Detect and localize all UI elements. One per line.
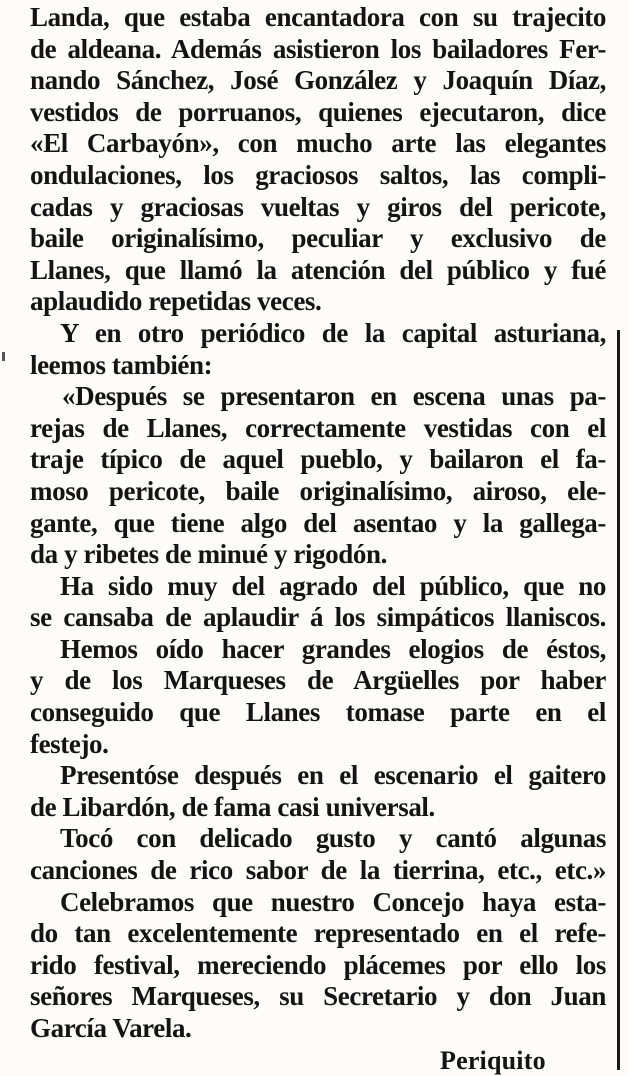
text-line: baile originalísimo, peculiar y exclusivo de	[30, 223, 606, 254]
text-line: «El Carbayón», con mucho arte las elegantes	[30, 128, 606, 159]
text-line: do tan excelentemente representado en el refe-	[30, 918, 606, 949]
text-line: conseguido que Llanes tomase parte en el	[30, 697, 606, 728]
text-line: ondulaciones, los graciosos saltos, las compli-	[30, 159, 606, 190]
text-line: y de los Marqueses de Argüelles por haber	[30, 665, 606, 696]
text-line: García Varela.	[30, 1013, 192, 1043]
text-line: Landa, que estaba encantadora con su trajecito	[30, 2, 606, 32]
text-line: traje típico de aquel pueblo, y bailaron el fa-	[30, 444, 606, 475]
margin-mark	[2, 352, 5, 361]
text-line: Ha sido muy del agrado del público, que no	[60, 570, 606, 601]
text-line: canciones de rico sabor de la tierrina, etc., etc.»	[30, 855, 606, 886]
text-line: Llanes, que llamó la atención del público y fué	[30, 254, 606, 285]
text-line: señores Marqueses, su Secretario y don Juan	[30, 981, 606, 1012]
text-line: vestidos de porruanos, quienes ejecutaron, dice	[30, 96, 606, 127]
text-line: moso pericote, baile originalísimo, airoso, ele-	[30, 475, 606, 506]
article-column	[30, 2, 606, 1045]
text-line: Tocó con delicado gusto y cantó algunas	[60, 823, 606, 854]
text-line: Y en otro periódico de la capital asturiana,	[60, 317, 606, 348]
text-line: gante, que tiene algo del asentao y la gallega-	[30, 507, 606, 538]
text-line: de Libardón, de fama casi universal.	[30, 791, 435, 822]
text-line: rido festival, mereciendo plácemes por ello los	[30, 949, 606, 980]
text-line: cadas y graciosas vueltas y giros del pericote,	[30, 191, 606, 222]
column-rule	[617, 330, 620, 1070]
text-line: nando Sánchez, José González y Joaquín Díaz,	[30, 65, 606, 96]
text-line: rejas de Llanes, correctamente vestidas con el	[30, 412, 606, 443]
text-line: leemos también:	[30, 349, 213, 380]
text-line: se cansaba de aplaudir á los simpáticos llaniscos.	[30, 602, 606, 633]
text-line: aplaudido repetidas veces.	[30, 286, 322, 317]
text-line: de aldeana. Además asistieron los bailadores Fer-	[30, 33, 606, 64]
text-line: Celebramos que nuestro Concejo haya esta-	[60, 886, 606, 917]
text-line: Presentóse después en el escenario el gaitero	[60, 760, 606, 791]
text-line: da y ribetes de minué y rigodón.	[30, 539, 387, 570]
author-signature: Periquito	[440, 1046, 546, 1075]
text-line: Hemos oído hacer grandes elogios de éstos,	[60, 633, 606, 664]
text-line: «Después se presentaron en escena unas pa-	[62, 381, 606, 412]
text-line: festejo.	[30, 728, 109, 759]
